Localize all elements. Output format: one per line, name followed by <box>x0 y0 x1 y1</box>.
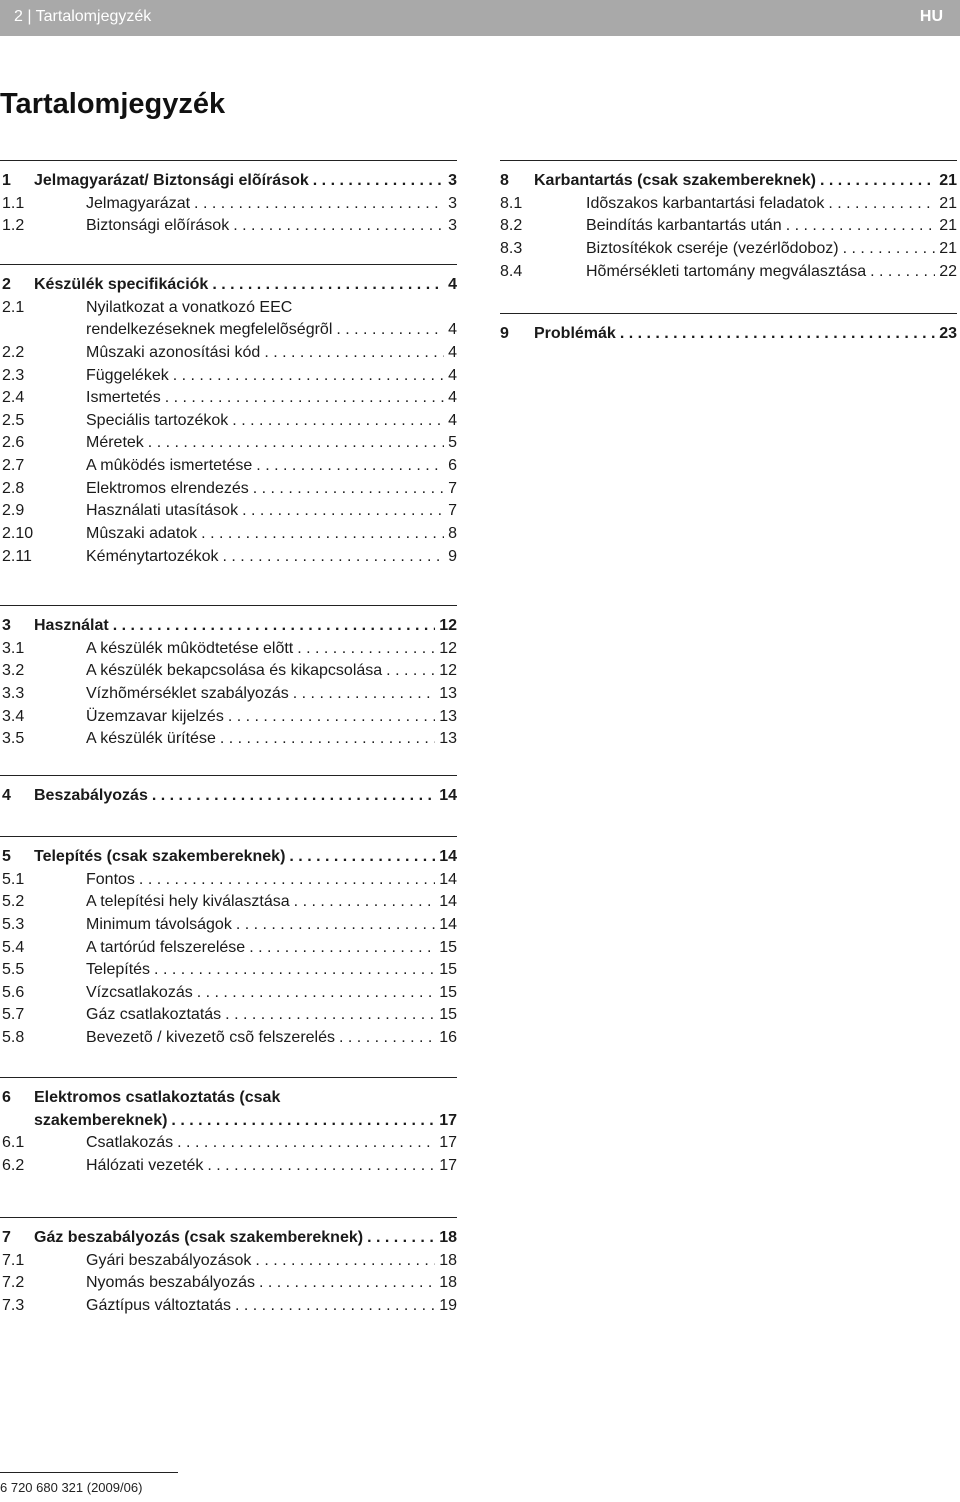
toc-entry <box>0 914 457 937</box>
document-number: 6 720 680 321 (2009/06) <box>0 1480 143 1495</box>
toc-entry <box>0 1272 457 1295</box>
entry-title: Telepítés <box>86 961 151 979</box>
toc-entry <box>0 1295 457 1318</box>
entry-title: Használat <box>34 617 109 634</box>
toc-entry <box>500 261 957 284</box>
entry-page: 18 <box>439 1251 457 1269</box>
entry-page: 3 <box>448 194 457 212</box>
dot-leader <box>148 432 444 455</box>
entry-title: Problémák <box>534 325 616 342</box>
entry-title: Gáz csatlakoztatás <box>86 1006 222 1024</box>
toc-entry <box>0 638 457 661</box>
dot-leader <box>870 261 935 284</box>
entry-number: 7.1 <box>2 1251 25 1269</box>
entry-line <box>86 683 457 706</box>
entry-page: 12 <box>439 617 457 634</box>
toc-section <box>0 605 457 751</box>
entry-page: 15 <box>439 1006 457 1024</box>
entry-title: Hálózati vezeték <box>86 1156 204 1174</box>
entry-title: Méretek <box>86 434 144 452</box>
entry-number: 5.2 <box>2 893 25 911</box>
dot-leader <box>255 1250 435 1273</box>
toc-chapter <box>0 615 457 638</box>
entry-title: Biztosítékok cseréje (vezérlõdoboz) <box>586 239 839 257</box>
toc-entry <box>0 342 457 365</box>
toc-chapter <box>0 1227 457 1250</box>
toc-entry <box>0 1250 457 1273</box>
entry-number: 3.5 <box>2 730 25 748</box>
dot-leader <box>235 1295 435 1318</box>
entry-line <box>34 274 457 297</box>
toc-chapter <box>0 846 457 869</box>
entry-number: 7.3 <box>2 1296 25 1314</box>
entry-line <box>86 546 457 569</box>
entry-page: 14 <box>439 915 457 933</box>
entry-line <box>34 1110 457 1133</box>
entry-number: 1.1 <box>2 194 25 212</box>
entry-line <box>86 728 457 751</box>
dot-leader <box>232 410 444 433</box>
entry-title: A készülék mûködtetése elõtt <box>86 639 294 657</box>
toc-chapter <box>0 274 457 297</box>
entry-number: 1.2 <box>2 217 25 235</box>
dot-leader <box>197 982 435 1005</box>
entry-number: 6.2 <box>2 1156 25 1174</box>
entry-line <box>86 432 457 455</box>
entry-line <box>586 238 957 261</box>
entry-line <box>86 500 457 523</box>
toc-section <box>0 264 457 568</box>
entry-line <box>86 937 457 960</box>
entry-line <box>86 193 457 216</box>
entry-page: 14 <box>439 848 457 865</box>
toc-section <box>0 836 457 1050</box>
toc-entry <box>0 683 457 706</box>
entry-page: 22 <box>939 262 957 280</box>
dot-leader <box>207 1155 435 1178</box>
entry-line <box>34 615 457 638</box>
entry-number: 8.1 <box>500 194 523 212</box>
entry-line <box>86 959 457 982</box>
entry-title: A készülék ürítése <box>86 730 216 748</box>
dot-leader <box>154 959 435 982</box>
entry-title: Gyári beszabályozások <box>86 1251 252 1269</box>
page-reference: 2 | Tartalomjegyzék <box>14 8 152 25</box>
toc-entry-continuation <box>0 319 457 342</box>
footer-rule <box>0 1472 178 1473</box>
entry-page: 14 <box>439 893 457 911</box>
entry-title: A mûködés ismertetése <box>86 457 253 475</box>
entry-line <box>86 1155 457 1178</box>
entry-page: 3 <box>448 172 457 189</box>
toc-entry <box>0 1155 457 1178</box>
entry-page: 14 <box>439 787 457 804</box>
entry-title-continued: rendelkezéseknek megfelelõségrõl <box>86 321 333 339</box>
toc-section <box>0 1077 457 1178</box>
entry-number: 4 <box>2 787 11 804</box>
entry-number: 3.3 <box>2 684 25 702</box>
entry-title: Mûszaki azonosítási kód <box>86 343 261 361</box>
toc-chapter <box>500 170 957 193</box>
toc-entry <box>500 193 957 216</box>
dot-leader <box>259 1272 435 1295</box>
toc-entry <box>0 982 457 1005</box>
entry-page: 15 <box>439 961 457 979</box>
entry-line <box>86 387 457 410</box>
toc-chapter <box>0 785 457 808</box>
entry-title: Használati utasítások <box>86 502 239 520</box>
entry-title: Csatlakozás <box>86 1134 174 1152</box>
toc-section <box>500 313 957 346</box>
entry-number: 8.2 <box>500 217 523 235</box>
dot-leader <box>339 1027 435 1050</box>
entry-line <box>86 319 457 342</box>
dot-leader <box>620 323 935 346</box>
entry-number: 7 <box>2 1229 11 1246</box>
toc-entry <box>0 297 457 320</box>
toc-entry <box>0 706 457 729</box>
entry-page: 15 <box>439 938 457 956</box>
entry-number: 3.4 <box>2 707 25 725</box>
entry-line <box>86 342 457 365</box>
entry-number: 2.7 <box>2 457 25 475</box>
entry-number: 2 <box>2 276 11 293</box>
entry-number: 3.2 <box>2 662 25 680</box>
entry-line <box>34 846 457 869</box>
entry-title: Nyomás beszabályozás <box>86 1274 255 1292</box>
entry-line <box>534 170 957 193</box>
dot-leader <box>233 215 444 238</box>
page-header <box>0 0 960 36</box>
entry-number: 2.3 <box>2 366 25 384</box>
entry-number: 5.3 <box>2 915 25 933</box>
dot-leader <box>843 238 936 261</box>
entry-page: 12 <box>439 639 457 657</box>
language-code: HU <box>919 8 943 25</box>
entry-title: Gáz beszabályozás (csak szakembereknek) <box>34 1229 364 1246</box>
entry-line <box>34 1087 457 1110</box>
entry-number: 2.4 <box>2 389 25 407</box>
toc-entry <box>0 215 457 238</box>
entry-page: 7 <box>448 502 457 520</box>
entry-title: Idõszakos karbantartási feladatok <box>586 194 825 212</box>
entry-title: Bevezetõ / kivezetõ csõ felszerelés <box>86 1029 336 1047</box>
entry-title: Gáztípus változtatás <box>86 1296 231 1314</box>
toc-entry <box>0 937 457 960</box>
dot-leader <box>289 846 435 869</box>
entry-number: 3 <box>2 617 11 634</box>
entry-title: Fontos <box>86 870 135 888</box>
entry-number: 6 <box>2 1089 11 1106</box>
entry-number: 2.10 <box>2 525 34 543</box>
entry-page: 4 <box>448 276 457 293</box>
entry-page: 23 <box>939 325 957 342</box>
entry-number: 3.1 <box>2 639 25 657</box>
dot-leader <box>236 914 435 937</box>
toc-section <box>0 1217 457 1318</box>
dot-leader <box>201 523 444 546</box>
toc-entry <box>500 238 957 261</box>
dot-leader <box>223 546 445 569</box>
entry-line <box>86 706 457 729</box>
toc-entry <box>0 387 457 410</box>
dot-leader <box>249 937 435 960</box>
toc-entry <box>0 193 457 216</box>
toc-chapter <box>500 323 957 346</box>
entry-number: 2.1 <box>2 298 25 316</box>
dot-leader <box>256 455 444 478</box>
dot-leader <box>386 660 435 683</box>
entry-page: 17 <box>439 1156 457 1174</box>
toc-section <box>500 160 957 283</box>
entry-page: 4 <box>448 389 457 407</box>
entry-number: 5.4 <box>2 938 25 956</box>
dot-leader <box>113 615 436 638</box>
dot-leader <box>253 478 444 501</box>
toc-entry <box>0 869 457 892</box>
entry-title-continued: szakembereknek) <box>34 1111 168 1129</box>
dot-leader <box>212 274 444 297</box>
entry-line <box>86 365 457 388</box>
toc-entry <box>0 1027 457 1050</box>
entry-number: 5.5 <box>2 961 25 979</box>
entry-title: Beszabályozás <box>34 787 148 804</box>
entry-line <box>34 785 457 808</box>
dot-leader <box>173 365 444 388</box>
dot-leader <box>242 500 444 523</box>
toc-section <box>0 160 457 238</box>
entry-page: 7 <box>448 479 457 497</box>
entry-page: 18 <box>439 1274 457 1292</box>
dot-leader <box>313 170 444 193</box>
entry-page: 8 <box>448 525 457 543</box>
dot-leader <box>294 891 436 914</box>
entry-page: 14 <box>439 870 457 888</box>
dot-leader <box>177 1132 435 1155</box>
toc-entry-continuation <box>0 1110 457 1133</box>
entry-line <box>86 982 457 1005</box>
entry-number: 2.11 <box>2 547 32 565</box>
toc-entry <box>0 891 457 914</box>
entry-line <box>86 660 457 683</box>
dot-leader <box>194 193 444 216</box>
entry-page: 18 <box>439 1229 457 1246</box>
entry-line <box>86 297 457 320</box>
entry-page: 16 <box>439 1029 457 1047</box>
dot-leader <box>820 170 935 193</box>
entry-page: 4 <box>448 321 457 339</box>
entry-title: Hõmérsékleti tartomány megválasztása <box>586 262 867 280</box>
entry-title: Kéménytartozékok <box>86 547 219 565</box>
entry-number: 5.6 <box>2 983 25 1001</box>
entry-number: 1 <box>2 172 11 189</box>
entry-page: 3 <box>448 217 457 235</box>
dot-leader <box>171 1110 435 1133</box>
entry-page: 21 <box>939 239 957 257</box>
entry-number: 2.5 <box>2 411 25 429</box>
entry-line <box>86 410 457 433</box>
entry-title: Elektromos csatlakoztatás (csak <box>34 1089 281 1106</box>
entry-number: 9 <box>500 325 509 342</box>
entry-line <box>86 638 457 661</box>
toc-entry <box>0 455 457 478</box>
entry-page: 21 <box>939 217 957 235</box>
toc-entry <box>0 1132 457 1155</box>
page-title: Tartalomjegyzék <box>0 88 226 120</box>
dot-leader <box>220 728 435 751</box>
entry-line <box>586 261 957 284</box>
entry-line <box>34 170 457 193</box>
dot-leader <box>828 193 935 216</box>
entry-page: 13 <box>439 730 457 748</box>
entry-number: 2.9 <box>2 502 25 520</box>
entry-page: 19 <box>439 1296 457 1314</box>
dot-leader <box>336 319 444 342</box>
dot-leader <box>152 785 435 808</box>
dot-leader <box>139 869 435 892</box>
entry-number: 7.2 <box>2 1274 25 1292</box>
entry-page: 13 <box>439 684 457 702</box>
toc-entry <box>0 1004 457 1027</box>
entry-line <box>86 478 457 501</box>
toc-entry <box>0 523 457 546</box>
entry-line <box>586 193 957 216</box>
toc-entry <box>0 546 457 569</box>
entry-page: 6 <box>448 457 457 475</box>
dot-leader <box>293 683 435 706</box>
toc-chapter <box>0 1087 457 1110</box>
entry-title: Minimum távolságok <box>86 915 232 933</box>
entry-title: A készülék bekapcsolása és kikapcsolása <box>86 662 383 680</box>
entry-number: 5 <box>2 848 11 865</box>
entry-title: Beindítás karbantartás után <box>586 217 782 235</box>
entry-line <box>86 215 457 238</box>
entry-title: Vízhõmérséklet szabályozás <box>86 684 289 702</box>
entry-number: 2.8 <box>2 479 25 497</box>
entry-number: 5.1 <box>2 870 25 888</box>
entry-page: 5 <box>448 434 457 452</box>
toc-entry <box>0 410 457 433</box>
toc-entry <box>0 959 457 982</box>
entry-title: A tartórúd felszerelése <box>86 938 246 956</box>
entry-title: A telepítési hely kiválasztása <box>86 893 290 911</box>
toc-entry <box>0 728 457 751</box>
toc-entry <box>0 660 457 683</box>
entry-title: Ismertetés <box>86 389 161 407</box>
entry-title: Karbantartás (csak szakembereknek) <box>534 172 816 189</box>
dot-leader <box>367 1227 435 1250</box>
dot-leader <box>165 387 444 410</box>
toc-entry <box>500 215 957 238</box>
entry-title: Mûszaki adatok <box>86 525 198 543</box>
dot-leader <box>786 215 936 238</box>
entry-line <box>86 1027 457 1050</box>
entry-title: Készülék specifikációk <box>34 276 209 293</box>
entry-title: Jelmagyarázat/ Biztonsági elõírások <box>34 172 309 189</box>
toc-section <box>0 775 457 808</box>
entry-page: 17 <box>439 1134 457 1152</box>
entry-number: 8.4 <box>500 262 523 280</box>
entry-title: Jelmagyarázat <box>86 194 191 212</box>
entry-title: Elektromos elrendezés <box>86 479 249 497</box>
entry-line <box>86 1272 457 1295</box>
entry-page: 4 <box>448 366 457 384</box>
entry-page: 9 <box>448 547 457 565</box>
entry-line <box>86 869 457 892</box>
entry-page: 4 <box>448 343 457 361</box>
entry-title: Vízcsatlakozás <box>86 983 193 1001</box>
entry-line <box>86 1295 457 1318</box>
entry-line <box>86 523 457 546</box>
entry-title: Nyilatkozat a vonatkozó EEC <box>86 298 293 316</box>
entry-line <box>86 1250 457 1273</box>
entry-title: Biztonsági elõírások <box>86 217 230 235</box>
entry-number: 5.7 <box>2 1006 25 1024</box>
entry-line <box>86 1132 457 1155</box>
entry-line <box>86 914 457 937</box>
entry-title: Üzemzavar kijelzés <box>86 707 224 725</box>
entry-title: Speciális tartozékok <box>86 411 229 429</box>
entry-number: 8.3 <box>500 239 523 257</box>
entry-title: Telepítés (csak szakembereknek) <box>34 848 286 865</box>
entry-number: 2.6 <box>2 434 25 452</box>
toc-entry <box>0 478 457 501</box>
entry-number: 6.1 <box>2 1134 25 1152</box>
dot-leader <box>297 638 435 661</box>
entry-line <box>86 891 457 914</box>
entry-page: 21 <box>939 194 957 212</box>
toc-chapter <box>0 170 457 193</box>
entry-number: 8 <box>500 172 509 189</box>
toc-entry <box>0 365 457 388</box>
entry-line <box>34 1227 457 1250</box>
entry-page: 17 <box>439 1111 457 1129</box>
entry-title: Függelékek <box>86 366 169 384</box>
toc-entry <box>0 500 457 523</box>
entry-number: 2.2 <box>2 343 25 361</box>
entry-page: 13 <box>439 707 457 725</box>
entry-page: 4 <box>448 411 457 429</box>
entry-page: 21 <box>939 172 957 189</box>
dot-leader <box>228 706 435 729</box>
entry-page: 15 <box>439 983 457 1001</box>
dot-leader <box>264 342 444 365</box>
entry-line <box>86 1004 457 1027</box>
entry-line <box>586 215 957 238</box>
entry-line <box>534 323 957 346</box>
entry-number: 5.8 <box>2 1029 25 1047</box>
entry-line <box>86 455 457 478</box>
entry-page: 12 <box>439 662 457 680</box>
dot-leader <box>225 1004 435 1027</box>
toc-entry <box>0 432 457 455</box>
